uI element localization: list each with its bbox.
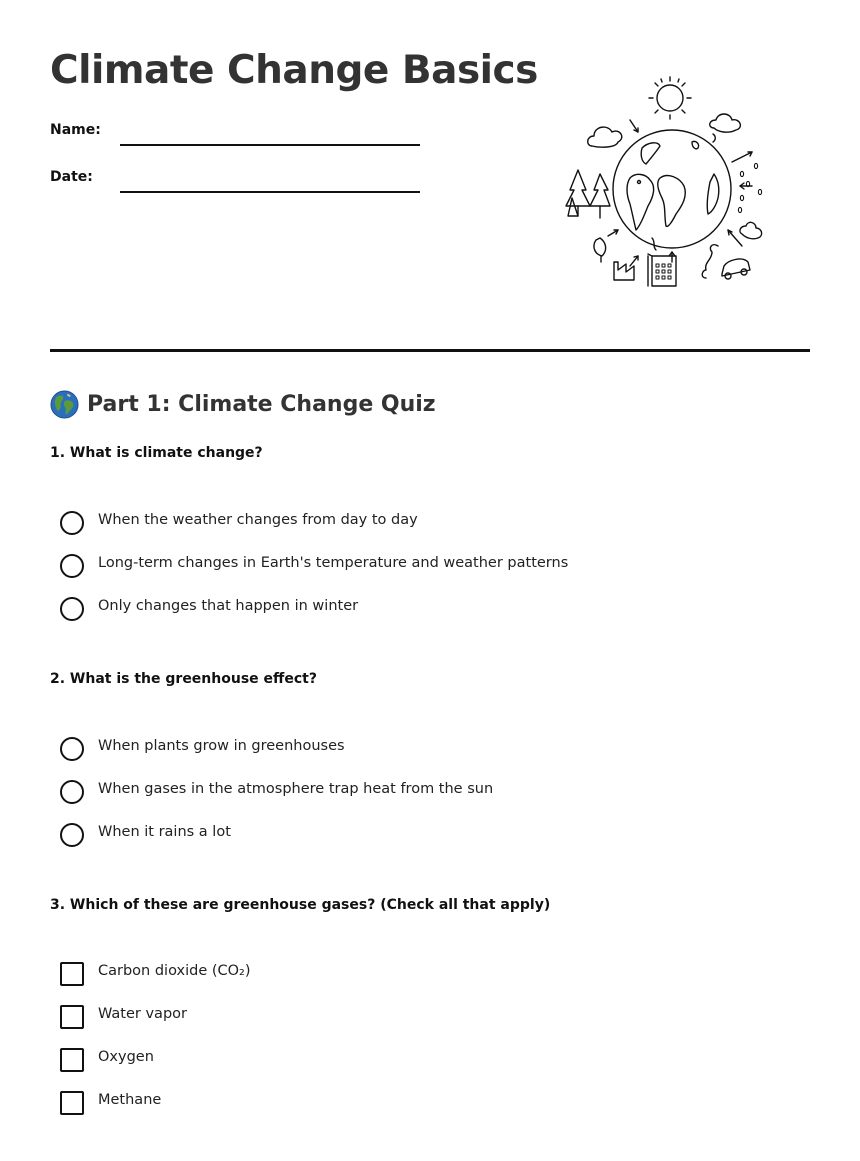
- name-field-row: [50, 118, 422, 148]
- car-icon: [702, 245, 750, 279]
- question-3-option-b[interactable]: [60, 1003, 760, 1046]
- question-3-option-a[interactable]: [60, 960, 760, 1003]
- question-1-option-c[interactable]: [60, 595, 760, 638]
- checkbox[interactable]: [60, 1091, 84, 1115]
- checkbox[interactable]: [60, 1005, 84, 1029]
- question-3-option-d[interactable]: [60, 1089, 760, 1132]
- date-field-row: [50, 165, 422, 195]
- option-label: Methane: [98, 1092, 162, 1108]
- globe-icon: [50, 390, 79, 419]
- option-label: Oxygen: [98, 1049, 154, 1065]
- radio-button[interactable]: [60, 597, 84, 621]
- question-1-options: [60, 509, 760, 638]
- plant-icon: [594, 238, 606, 262]
- name-write-line[interactable]: [120, 144, 420, 146]
- earth-globe-icon: [613, 130, 731, 248]
- option-label: When gases in the atmosphere trap heat from the sun: [98, 781, 494, 797]
- date-label: Date:: [50, 169, 93, 185]
- part1-heading: [50, 388, 436, 420]
- question-1-prompt: 1. What is climate change?: [50, 445, 263, 461]
- section-divider: [50, 349, 810, 352]
- question-3-prompt: 3. Which of these are greenhouse gases? (Check all that apply): [50, 897, 551, 913]
- question-2-option-a[interactable]: [60, 735, 760, 778]
- name-label: Name:: [50, 122, 101, 138]
- question-1-option-a[interactable]: [60, 509, 760, 552]
- option-label: Long-term changes in Earth's temperature and weather patterns: [98, 555, 569, 571]
- question-2-option-b[interactable]: [60, 778, 760, 821]
- question-2-prompt: 2. What is the greenhouse effect?: [50, 671, 317, 687]
- sun-icon: [649, 77, 691, 119]
- radio-button[interactable]: [60, 737, 84, 761]
- question-3-options: [60, 960, 760, 1132]
- option-label: When plants grow in greenhouses: [98, 738, 345, 754]
- option-label: Carbon dioxide (CO₂): [98, 963, 251, 979]
- question-2-options: [60, 735, 760, 864]
- question-1-option-b[interactable]: [60, 552, 760, 595]
- date-write-line[interactable]: [120, 191, 420, 193]
- question-2-option-c[interactable]: [60, 821, 760, 864]
- radio-button[interactable]: [60, 780, 84, 804]
- radio-button[interactable]: [60, 511, 84, 535]
- option-label: Water vapor: [98, 1006, 187, 1022]
- radio-button[interactable]: [60, 554, 84, 578]
- worksheet-title: Climate Change Basics: [50, 48, 538, 93]
- earth-climate-illustration: [556, 66, 772, 294]
- part1-heading-text: Part 1: Climate Change Quiz: [87, 391, 436, 417]
- factory-icon: [614, 238, 676, 286]
- option-label: When it rains a lot: [98, 824, 231, 840]
- radio-button[interactable]: [60, 823, 84, 847]
- trees-icon: [566, 170, 610, 218]
- checkbox[interactable]: [60, 1048, 84, 1072]
- checkbox[interactable]: [60, 962, 84, 986]
- option-label: Only changes that happen in winter: [98, 598, 359, 614]
- option-label: When the weather changes from day to day: [98, 512, 418, 528]
- question-3-option-c[interactable]: [60, 1046, 760, 1089]
